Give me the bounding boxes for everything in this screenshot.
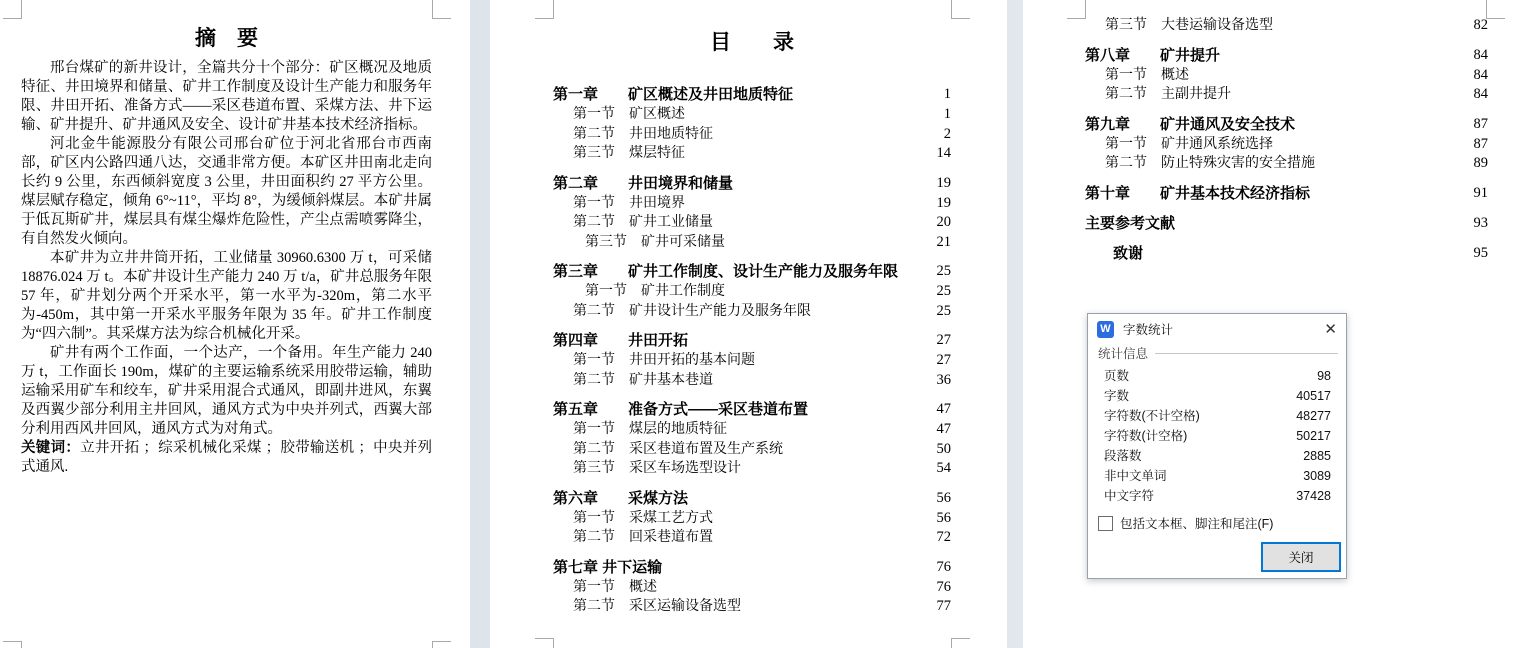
margin-corner-mark — [3, 641, 22, 648]
toc-entry-title: 第一节 采煤工艺方式 — [573, 510, 713, 526]
stat-row — [1104, 446, 1331, 466]
toc-entry[interactable] — [1085, 85, 1488, 105]
stat-label: 字符数(不计空格) — [1104, 409, 1200, 423]
toc-entry[interactable] — [553, 440, 951, 460]
stat-label: 中文字符 — [1104, 489, 1155, 503]
include-textboxes-checkbox[interactable] — [1098, 516, 1113, 531]
margin-corner-mark — [3, 0, 22, 19]
toc-entry-page-number: 36 — [936, 371, 951, 388]
toc-entry-title: 第六章 采煤方法 — [553, 489, 689, 507]
toc-entry-title: 第七章 井下运输 — [553, 558, 663, 576]
stat-row — [1104, 366, 1331, 386]
toc-entry-page-number: 82 — [1473, 17, 1488, 33]
margin-corner-mark — [432, 641, 451, 648]
toc-entry-title: 第一节 井田开拓的基本问题 — [573, 353, 755, 368]
toc-entry-title: 第五章 准备方式——采区巷道布置 — [553, 401, 809, 418]
toc-entry-title: 第二节 回采巷道布置 — [573, 530, 713, 545]
margin-corner-mark — [1067, 0, 1086, 19]
toc-entry[interactable] — [553, 144, 951, 164]
abstract-body — [21, 59, 432, 477]
stat-row — [1104, 486, 1331, 506]
toc-entry[interactable] — [553, 399, 951, 420]
toc-entry-page-number: 14 — [936, 145, 951, 161]
toc-entry-title: 第四章 井田开拓 — [553, 332, 689, 349]
margin-corner-mark — [432, 0, 451, 19]
stat-row — [1104, 386, 1331, 406]
stat-row — [1104, 466, 1331, 486]
toc-title: 目 录 — [710, 31, 794, 54]
toc-entry[interactable] — [1085, 243, 1488, 264]
toc-entry-title: 第三章 矿井工作制度、设计生产能力及服务年限 — [553, 263, 899, 280]
close-button[interactable]: 关闭 — [1261, 542, 1341, 572]
statistics-group-header — [1098, 344, 1338, 362]
toc-entry[interactable] — [553, 371, 951, 391]
toc-entry-page-number: 47 — [936, 401, 951, 417]
toc-entry-page-number: 19 — [936, 174, 951, 191]
toc-entry-title: 主要参考文献 — [1085, 214, 1176, 232]
toc-entry-title: 第一节 煤层的地质特征 — [573, 422, 727, 437]
abstract-paragraph: 邢台煤矿的新井设计，全篇共分十个部分：矿区概况及地质特征、井田境界和储量、矿井工作制度及设计生产能力和服务年限、井田开拓、准备方式——采区巷道布置、采煤方法、井下运输、矿井提升、矿井通风及安全、设计矿井基本技术经济指标。 — [21, 60, 432, 133]
toc-entry[interactable] — [553, 173, 951, 194]
toc-entry[interactable] — [1085, 114, 1488, 135]
keywords-line — [21, 439, 432, 477]
stat-row — [1104, 406, 1331, 426]
toc-entry[interactable] — [553, 488, 951, 509]
document-page-abstract — [0, 0, 470, 648]
toc-entry[interactable] — [1085, 66, 1488, 86]
toc-entry[interactable] — [553, 282, 951, 302]
toc-entry-title: 第三节 采区车场选型设计 — [573, 461, 741, 476]
keywords-label: 关键词： — [21, 440, 81, 456]
toc-entry[interactable] — [553, 330, 951, 351]
toc-entry[interactable] — [553, 420, 951, 440]
toc-entry[interactable] — [1085, 16, 1488, 36]
toc-entry-title: 第一节 井田境界 — [573, 195, 685, 211]
toc-entry-page-number: 21 — [936, 233, 951, 250]
toc-entry[interactable] — [553, 557, 951, 578]
statistics-group-label: 统计信息 — [1098, 347, 1149, 361]
toc-entry-title: 第三节 大巷运输设备选型 — [1105, 18, 1273, 33]
abstract-paragraph: 矿井有两个工作面，一个达产，一个备用。年生产能力 240 万 t，工作面长 190m，煤矿的主要运输系统采用胶带运输，辅助运输采用矿车和绞车，矿井采用混合式通风，即副井进风，东翼及西翼少部分利用主井回风，通风方式为中央并列式，西翼大部分利用西风井回风，通风方式为对角式。 — [21, 345, 432, 437]
toc-entry-title: 第二章 井田境界和储量 — [553, 174, 734, 192]
stat-row — [1104, 426, 1331, 446]
stat-label: 非中文单词 — [1104, 469, 1167, 483]
statistics-list — [1104, 366, 1331, 506]
toc-entry-page-number: 27 — [936, 332, 951, 348]
toc-entry-title: 第一节 矿区概述 — [573, 107, 685, 122]
toc-entry-title: 第二节 防止特殊灾害的安全措施 — [1105, 156, 1315, 171]
toc-entry-page-number: 72 — [936, 529, 951, 545]
toc-entry-page-number: 89 — [1473, 155, 1488, 171]
dialog-titlebar[interactable] — [1088, 314, 1346, 344]
margin-corner-mark — [535, 638, 554, 648]
group-divider-line — [1155, 353, 1338, 354]
margin-corner-mark — [951, 638, 970, 648]
toc-entry-title: 第八章 矿井提升 — [1085, 46, 1221, 64]
toc-list — [1085, 16, 1488, 264]
toc-entry[interactable] — [553, 459, 951, 479]
stat-value: 98 — [1317, 369, 1331, 383]
abstract-paragraph: 河北金牛能源股分有限公司邢台矿位于河北省邢台市西南部，矿区内公路四通八达，交通非常方便。本矿区井田南北走向长约 9 公里，东西倾斜宽度 3 公里，井田面积约 27 平方公里。煤层赋存稳定，倾角 6°~11°，平均 8°，为缓倾斜煤层。本矿井属于低瓦斯矿井，煤层具有煤尘爆炸危险性，产尘点需喷雾降尘，有自然发火倾向。 — [21, 136, 432, 247]
toc-entry-page-number: 25 — [936, 283, 951, 299]
stat-value: 3089 — [1303, 469, 1331, 483]
toc-entry-page-number: 27 — [936, 352, 951, 368]
toc-entry[interactable] — [553, 105, 951, 125]
stat-label: 段落数 — [1104, 449, 1142, 463]
toc-entry[interactable] — [553, 597, 951, 617]
stat-value: 37428 — [1296, 489, 1331, 503]
toc-entry-page-number: 19 — [936, 194, 951, 211]
toc-entry-title: 第二节 井田地质特征 — [573, 126, 713, 142]
toc-entry[interactable] — [553, 233, 951, 253]
toc-entry-page-number: 87 — [1473, 135, 1488, 152]
toc-entry[interactable] — [553, 84, 951, 105]
toc-entry-page-number: 87 — [1473, 115, 1488, 132]
toc-entry[interactable] — [553, 578, 951, 598]
stat-value: 40517 — [1296, 389, 1331, 403]
toc-entry[interactable] — [553, 509, 951, 529]
toc-entry-title: 第一节 概述 — [1105, 67, 1189, 83]
toc-entry[interactable] — [553, 528, 951, 548]
stat-value: 2885 — [1303, 449, 1331, 463]
toc-entry-page-number: 76 — [936, 558, 951, 575]
stat-label: 字数 — [1104, 389, 1130, 403]
toc-entry-page-number: 1 — [943, 106, 951, 122]
margin-corner-mark — [535, 0, 554, 19]
toc-entry-title: 第二节 采区运输设备选型 — [573, 599, 741, 614]
toc-entry-page-number: 56 — [936, 509, 951, 526]
stat-value: 50217 — [1296, 429, 1331, 443]
dialog-title: 字数统计 — [1123, 323, 1174, 337]
keywords-text: 立井开拓 ；综采机械化采煤 ；胶带输送机 ；中央并列式通风. — [21, 440, 433, 475]
toc-entry-title: 第二节 矿井基本巷道 — [573, 372, 713, 388]
toc-entry[interactable] — [553, 302, 951, 322]
toc-entry[interactable] — [553, 125, 951, 145]
toc-entry[interactable] — [1085, 45, 1488, 66]
abstract-title: 摘 要 — [195, 27, 258, 50]
toc-entry-page-number: 93 — [1473, 214, 1488, 231]
toc-entry-page-number: 95 — [1473, 244, 1488, 261]
toc-entry-page-number: 25 — [936, 263, 951, 279]
toc-entry-title: 第一节 矿井工作制度 — [585, 284, 725, 299]
toc-entry[interactable] — [553, 194, 951, 214]
toc-entry-title: 第一章 矿区概述及井田地质特征 — [553, 86, 794, 103]
toc-entry-title: 致谢 — [1113, 244, 1144, 262]
document-page-toc-1 — [490, 0, 1007, 648]
toc-entry-title: 第二节 采区巷道布置及生产系统 — [573, 441, 783, 457]
toc-entry-page-number: 56 — [936, 489, 951, 506]
toc-entry-title: 第三节 煤层特征 — [573, 146, 685, 161]
stat-value: 48277 — [1296, 409, 1331, 423]
toc-entry-page-number: 76 — [936, 578, 951, 595]
checkbox-label: 包括文本框、脚注和尾注(F) — [1120, 517, 1274, 531]
toc-entry-title: 第十章 矿井基本技术经济指标 — [1085, 184, 1311, 202]
toc-entry-page-number: 77 — [936, 598, 951, 614]
toc-entry[interactable] — [553, 351, 951, 371]
toc-entry-title: 第二节 矿井设计生产能力及服务年限 — [573, 303, 811, 319]
toc-entry-title: 第二节 矿井工业储量 — [573, 215, 713, 230]
stat-label: 页数 — [1104, 369, 1130, 383]
toc-entry-page-number: 47 — [936, 421, 951, 437]
toc-entry-title: 第一节 矿井通风系统选择 — [1105, 136, 1273, 152]
toc-entry-page-number: 54 — [936, 460, 951, 476]
include-footnotes-row — [1098, 514, 1273, 532]
toc-entry[interactable] — [1085, 154, 1488, 174]
toc-entry-title: 第三节 矿井可采储量 — [585, 234, 725, 250]
toc-entry-page-number: 1 — [943, 86, 951, 102]
toc-entry-page-number: 84 — [1473, 86, 1488, 102]
toc-entry[interactable] — [1085, 183, 1488, 204]
toc-entry-page-number: 25 — [936, 302, 951, 319]
word-app-icon: W — [1097, 321, 1114, 338]
document-page-toc-2 — [1023, 0, 1533, 648]
abstract-paragraph: 本矿井为立井井筒开拓，工业储量 30960.6300 万 t，可采储 18876.024 万 t。本矿井设计生产能力 240 万 t/a，矿井总服务年限 57 年，矿井划分两个开采水平，第一水平为-320m，第二水平为-450m，其中第一开采水平服务年限为 35 年。矿井工作制度为“四六制”。其采煤方法为综合机械化开采。 — [21, 250, 432, 342]
margin-corner-mark — [951, 0, 970, 19]
close-icon[interactable]: ✕ — [1324, 320, 1337, 338]
toc-list — [553, 84, 951, 617]
word-count-dialog — [1087, 313, 1347, 579]
toc-entry-title: 第九章 矿井通风及安全技术 — [1085, 115, 1296, 133]
stat-label: 字符数(计空格) — [1104, 429, 1188, 443]
toc-entry[interactable] — [553, 261, 951, 282]
toc-entry-page-number: 84 — [1473, 66, 1488, 83]
toc-entry[interactable] — [1085, 213, 1488, 234]
toc-entry-page-number: 84 — [1473, 46, 1488, 63]
toc-entry-page-number: 91 — [1473, 184, 1488, 201]
margin-corner-mark — [1486, 0, 1505, 19]
toc-entry[interactable] — [1085, 135, 1488, 155]
toc-entry-page-number: 50 — [936, 440, 951, 457]
toc-entry[interactable] — [553, 213, 951, 233]
toc-entry-title: 第一节 概述 — [573, 579, 657, 595]
toc-entry-page-number: 2 — [943, 125, 951, 142]
toc-entry-page-number: 20 — [936, 214, 951, 230]
toc-entry-title: 第二节 主副井提升 — [1105, 87, 1231, 102]
